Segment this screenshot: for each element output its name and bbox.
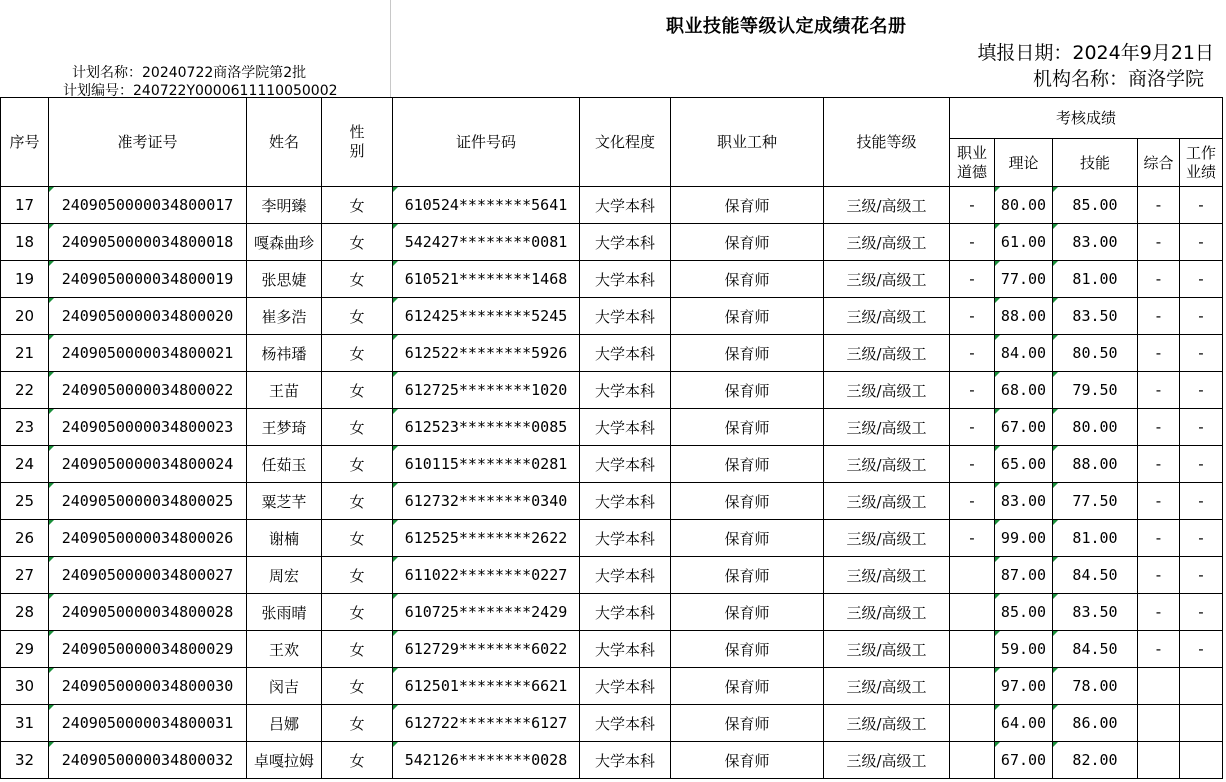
cell-theory[interactable]: 85.00	[995, 594, 1053, 631]
cell-education[interactable]: 大学本科	[580, 187, 671, 224]
cell-id[interactable]: 612725********1020	[393, 372, 580, 409]
cell-seq[interactable]: 21	[1, 335, 49, 372]
cell-ticket[interactable]: 2409050000034800018	[49, 224, 247, 261]
cell-occupation[interactable]: 保育师	[671, 483, 824, 520]
cell-id[interactable]: 612522********5926	[393, 335, 580, 372]
cell-level[interactable]: 三级/高级工	[824, 409, 950, 446]
cell-seq[interactable]: 17	[1, 187, 49, 224]
cell-skill[interactable]: 86.00	[1053, 705, 1138, 742]
org-name: 机构名称：商洛学院	[1032, 68, 1204, 90]
cell-ticket[interactable]: 2409050000034800022	[49, 372, 247, 409]
cell-ticket[interactable]: 2409050000034800030	[49, 668, 247, 705]
cell-work[interactable]: -	[1180, 557, 1223, 594]
score-table	[0, 97, 1223, 779]
cell-occupation[interactable]: 保育师	[671, 298, 824, 335]
cell-education[interactable]: 大学本科	[580, 335, 671, 372]
cell-work[interactable]: -	[1180, 298, 1223, 335]
cell-ethics[interactable]	[950, 557, 995, 594]
cell-gender[interactable]: 女	[322, 631, 393, 668]
cell-id[interactable]: 612722********6127	[393, 705, 580, 742]
cell-occupation[interactable]: 保育师	[671, 446, 824, 483]
cell-occupation[interactable]: 保育师	[671, 261, 824, 298]
col-name[interactable]: 姓名	[247, 98, 322, 187]
cell-id[interactable]: 612729********6022	[393, 631, 580, 668]
cell-ticket[interactable]: 2409050000034800032	[49, 742, 247, 779]
cell-theory[interactable]: 97.00	[995, 668, 1053, 705]
cell-occupation[interactable]: 保育师	[671, 372, 824, 409]
cell-education[interactable]: 大学本科	[580, 409, 671, 446]
cell-level[interactable]: 三级/高级工	[824, 483, 950, 520]
col-gender-label: 性别	[349, 123, 365, 160]
cell-gender[interactable]: 女	[322, 594, 393, 631]
cell-name[interactable]: 周宏	[247, 557, 322, 594]
table-row	[1, 742, 1223, 779]
col-skill[interactable]: 技能	[1053, 139, 1138, 187]
cell-work[interactable]: -	[1180, 335, 1223, 372]
col-seq[interactable]: 序号	[1, 98, 49, 187]
col-ticket[interactable]: 准考证号	[49, 98, 247, 187]
cell-seq[interactable]: 19	[1, 261, 49, 298]
cell-level[interactable]: 三级/高级工	[824, 742, 950, 779]
cell-id[interactable]: 612501********6621	[393, 668, 580, 705]
cell-ethics[interactable]: -	[950, 409, 995, 446]
cell-ethics[interactable]	[950, 668, 995, 705]
cell-overall[interactable]: -	[1138, 298, 1180, 335]
cell-seq[interactable]: 28	[1, 594, 49, 631]
cell-level[interactable]: 三级/高级工	[824, 261, 950, 298]
table-row	[1, 483, 1223, 520]
cell-name[interactable]: 吕娜	[247, 705, 322, 742]
cell-level[interactable]: 三级/高级工	[824, 631, 950, 668]
col-ethics[interactable]	[950, 139, 995, 187]
cell-seq[interactable]: 22	[1, 372, 49, 409]
cell-overall[interactable]: -	[1138, 187, 1180, 224]
cell-work[interactable]: -	[1180, 446, 1223, 483]
cell-overall[interactable]	[1138, 705, 1180, 742]
cell-ticket[interactable]: 2409050000034800026	[49, 520, 247, 557]
cell-seq[interactable]: 20	[1, 298, 49, 335]
cell-skill[interactable]: 81.00	[1053, 261, 1138, 298]
cell-name[interactable]: 嘎森曲珍	[247, 224, 322, 261]
cell-ticket[interactable]: 2409050000034800025	[49, 483, 247, 520]
cell-education[interactable]: 大学本科	[580, 668, 671, 705]
cell-ethics[interactable]	[950, 705, 995, 742]
cell-seq[interactable]: 23	[1, 409, 49, 446]
cell-gender[interactable]: 女	[322, 557, 393, 594]
cell-theory[interactable]: 67.00	[995, 409, 1053, 446]
cell-occupation[interactable]: 保育师	[671, 520, 824, 557]
cell-ticket[interactable]: 2409050000034800029	[49, 631, 247, 668]
col-scores-group[interactable]: 考核成绩	[950, 98, 1223, 139]
cell-ethics[interactable]	[950, 594, 995, 631]
cell-ticket[interactable]: 2409050000034800019	[49, 261, 247, 298]
cell-name[interactable]: 王苗	[247, 372, 322, 409]
cell-theory[interactable]: 59.00	[995, 631, 1053, 668]
cell-gender[interactable]: 女	[322, 261, 393, 298]
cell-ethics[interactable]: -	[950, 372, 995, 409]
cell-work[interactable]	[1180, 668, 1223, 705]
cell-seq[interactable]: 30	[1, 668, 49, 705]
cell-level[interactable]: 三级/高级工	[824, 335, 950, 372]
table-row	[1, 298, 1223, 335]
cell-education[interactable]: 大学本科	[580, 557, 671, 594]
cell-seq[interactable]: 32	[1, 742, 49, 779]
cell-theory[interactable]: 88.00	[995, 298, 1053, 335]
cell-id[interactable]: 612425********5245	[393, 298, 580, 335]
col-work[interactable]	[1180, 139, 1223, 187]
cell-level[interactable]: 三级/高级工	[824, 705, 950, 742]
cell-work[interactable]: -	[1180, 483, 1223, 520]
cell-skill[interactable]: 79.50	[1053, 372, 1138, 409]
cell-education[interactable]: 大学本科	[580, 705, 671, 742]
cell-gender[interactable]: 女	[322, 668, 393, 705]
cell-level[interactable]: 三级/高级工	[824, 187, 950, 224]
cell-ethics[interactable]: -	[950, 261, 995, 298]
cell-skill[interactable]: 83.50	[1053, 298, 1138, 335]
cell-occupation[interactable]: 保育师	[671, 557, 824, 594]
col-education[interactable]: 文化程度	[580, 98, 671, 187]
cell-ethics[interactable]	[950, 742, 995, 779]
cell-theory[interactable]: 99.00	[995, 520, 1053, 557]
cell-theory[interactable]: 68.00	[995, 372, 1053, 409]
cell-ethics[interactable]	[950, 631, 995, 668]
cell-skill[interactable]: 80.50	[1053, 335, 1138, 372]
cell-id[interactable]: 610521********1468	[393, 261, 580, 298]
cell-occupation[interactable]: 保育师	[671, 631, 824, 668]
cell-gender[interactable]: 女	[322, 446, 393, 483]
cell-theory[interactable]: 83.00	[995, 483, 1053, 520]
cell-gender[interactable]: 女	[322, 224, 393, 261]
table-row	[1, 187, 1223, 224]
cell-theory[interactable]: 64.00	[995, 705, 1053, 742]
cell-level[interactable]: 三级/高级工	[824, 594, 950, 631]
cell-overall[interactable]: -	[1138, 446, 1180, 483]
cell-id[interactable]: 610115********0281	[393, 446, 580, 483]
cell-name[interactable]: 王梦琦	[247, 409, 322, 446]
cell-id[interactable]: 612523********0085	[393, 409, 580, 446]
cell-ticket[interactable]: 2409050000034800031	[49, 705, 247, 742]
cell-seq[interactable]: 31	[1, 705, 49, 742]
cell-education[interactable]: 大学本科	[580, 631, 671, 668]
cell-occupation[interactable]: 保育师	[671, 742, 824, 779]
table-row	[1, 520, 1223, 557]
cell-skill[interactable]: 85.00	[1053, 187, 1138, 224]
cell-overall[interactable]: -	[1138, 594, 1180, 631]
cell-work[interactable]: -	[1180, 409, 1223, 446]
cell-ethics[interactable]: -	[950, 298, 995, 335]
cell-ethics[interactable]: -	[950, 446, 995, 483]
cell-ethics[interactable]: -	[950, 335, 995, 372]
cell-occupation[interactable]: 保育师	[671, 594, 824, 631]
cell-work[interactable]: -	[1180, 631, 1223, 668]
cell-education[interactable]: 大学本科	[580, 372, 671, 409]
table-row	[1, 335, 1223, 372]
cell-seq[interactable]: 24	[1, 446, 49, 483]
col-gender[interactable]	[322, 98, 393, 187]
cell-occupation[interactable]: 保育师	[671, 187, 824, 224]
cell-education[interactable]: 大学本科	[580, 224, 671, 261]
cell-level[interactable]: 三级/高级工	[824, 446, 950, 483]
cell-skill[interactable]: 84.50	[1053, 557, 1138, 594]
cell-name[interactable]: 谢楠	[247, 520, 322, 557]
cell-occupation[interactable]: 保育师	[671, 409, 824, 446]
cell-education[interactable]: 大学本科	[580, 594, 671, 631]
cell-seq[interactable]: 27	[1, 557, 49, 594]
cell-ticket[interactable]: 2409050000034800027	[49, 557, 247, 594]
cell-level[interactable]: 三级/高级工	[824, 372, 950, 409]
plan-name: 计划名称：20240722商洛学院第2批	[72, 65, 307, 81]
plan-info-block	[0, 0, 391, 98]
cell-skill[interactable]: 81.00	[1053, 520, 1138, 557]
cell-work[interactable]	[1180, 742, 1223, 779]
cell-education[interactable]: 大学本科	[580, 742, 671, 779]
cell-skill[interactable]: 84.50	[1053, 631, 1138, 668]
cell-skill[interactable]: 82.00	[1053, 742, 1138, 779]
cell-overall[interactable]: -	[1138, 224, 1180, 261]
table-row	[1, 372, 1223, 409]
table-row	[1, 409, 1223, 446]
cell-name[interactable]: 王欢	[247, 631, 322, 668]
cell-theory[interactable]: 67.00	[995, 742, 1053, 779]
cell-theory[interactable]: 84.00	[995, 335, 1053, 372]
cell-gender[interactable]: 女	[322, 520, 393, 557]
cell-work[interactable]: -	[1180, 594, 1223, 631]
table-row	[1, 668, 1223, 705]
cell-name[interactable]: 粟芝芊	[247, 483, 322, 520]
col-occupation[interactable]: 职业工种	[671, 98, 824, 187]
cell-gender[interactable]: 女	[322, 372, 393, 409]
cell-work[interactable]: -	[1180, 187, 1223, 224]
cell-skill[interactable]: 78.00	[1053, 668, 1138, 705]
cell-overall[interactable]: -	[1138, 483, 1180, 520]
cell-level[interactable]: 三级/高级工	[824, 557, 950, 594]
cell-id[interactable]: 542427********0081	[393, 224, 580, 261]
cell-theory[interactable]: 65.00	[995, 446, 1053, 483]
cell-overall[interactable]: -	[1138, 335, 1180, 372]
cell-name[interactable]: 李明臻	[247, 187, 322, 224]
cell-ethics[interactable]: -	[950, 483, 995, 520]
cell-skill[interactable]: 83.00	[1053, 224, 1138, 261]
cell-name[interactable]: 崔多浩	[247, 298, 322, 335]
cell-education[interactable]: 大学本科	[580, 483, 671, 520]
cell-skill[interactable]: 83.50	[1053, 594, 1138, 631]
cell-id[interactable]: 612525********2622	[393, 520, 580, 557]
cell-skill[interactable]: 88.00	[1053, 446, 1138, 483]
cell-education[interactable]: 大学本科	[580, 520, 671, 557]
cell-ticket[interactable]: 2409050000034800020	[49, 298, 247, 335]
cell-ethics[interactable]: -	[950, 187, 995, 224]
page-title: 职业技能等级认定成绩花名册	[666, 16, 907, 37]
cell-ticket[interactable]: 2409050000034800021	[49, 335, 247, 372]
cell-education[interactable]: 大学本科	[580, 261, 671, 298]
cell-ticket[interactable]: 2409050000034800017	[49, 187, 247, 224]
cell-level[interactable]: 三级/高级工	[824, 224, 950, 261]
cell-overall[interactable]: -	[1138, 557, 1180, 594]
cell-gender[interactable]: 女	[322, 705, 393, 742]
col-ethics-label: 职业道德	[956, 143, 987, 181]
cell-ethics[interactable]: -	[950, 224, 995, 261]
cell-level[interactable]: 三级/高级工	[824, 520, 950, 557]
cell-overall[interactable]: -	[1138, 372, 1180, 409]
cell-seq[interactable]: 18	[1, 224, 49, 261]
cell-level[interactable]: 三级/高级工	[824, 668, 950, 705]
cell-name[interactable]: 杨祎璠	[247, 335, 322, 372]
cell-overall[interactable]: -	[1138, 261, 1180, 298]
report-date: 填报日期：2024年9月21日	[977, 42, 1214, 64]
cell-occupation[interactable]: 保育师	[671, 668, 824, 705]
cell-id[interactable]: 610725********2429	[393, 594, 580, 631]
cell-theory[interactable]: 61.00	[995, 224, 1053, 261]
cell-seq[interactable]: 26	[1, 520, 49, 557]
cell-overall[interactable]: -	[1138, 520, 1180, 557]
cell-gender[interactable]: 女	[322, 335, 393, 372]
cell-id[interactable]: 542126********0028	[393, 742, 580, 779]
cell-id[interactable]: 612732********0340	[393, 483, 580, 520]
col-overall[interactable]: 综合	[1138, 139, 1180, 187]
cell-gender[interactable]: 女	[322, 409, 393, 446]
cell-occupation[interactable]: 保育师	[671, 224, 824, 261]
cell-overall[interactable]: -	[1138, 409, 1180, 446]
cell-gender[interactable]: 女	[322, 483, 393, 520]
cell-overall[interactable]	[1138, 742, 1180, 779]
col-level[interactable]: 技能等级	[824, 98, 950, 187]
cell-theory[interactable]: 87.00	[995, 557, 1053, 594]
cell-ticket[interactable]: 2409050000034800023	[49, 409, 247, 446]
cell-name[interactable]: 闵吉	[247, 668, 322, 705]
cell-work[interactable]: -	[1180, 261, 1223, 298]
table-row	[1, 557, 1223, 594]
table-row	[1, 705, 1223, 742]
cell-name[interactable]: 卓嘎拉姆	[247, 742, 322, 779]
cell-id[interactable]: 611022********0227	[393, 557, 580, 594]
cell-id[interactable]: 610524********5641	[393, 187, 580, 224]
cell-skill[interactable]: 80.00	[1053, 409, 1138, 446]
cell-gender[interactable]: 女	[322, 187, 393, 224]
table-row	[1, 261, 1223, 298]
cell-seq[interactable]: 25	[1, 483, 49, 520]
cell-theory[interactable]: 80.00	[995, 187, 1053, 224]
col-work-label: 工作业绩	[1185, 143, 1216, 181]
cell-work[interactable]: -	[1180, 224, 1223, 261]
cell-ethics[interactable]: -	[950, 520, 995, 557]
cell-work[interactable]	[1180, 705, 1223, 742]
cell-ticket[interactable]: 2409050000034800028	[49, 594, 247, 631]
col-id[interactable]: 证件号码	[393, 98, 580, 187]
cell-ticket[interactable]: 2409050000034800024	[49, 446, 247, 483]
cell-gender[interactable]: 女	[322, 742, 393, 779]
cell-occupation[interactable]: 保育师	[671, 335, 824, 372]
cell-education[interactable]: 大学本科	[580, 446, 671, 483]
cell-name[interactable]: 张思婕	[247, 261, 322, 298]
cell-theory[interactable]: 77.00	[995, 261, 1053, 298]
cell-skill[interactable]: 77.50	[1053, 483, 1138, 520]
cell-name[interactable]: 任茹玉	[247, 446, 322, 483]
plan-code: 计划编号：240722Y0000611110050002	[63, 83, 338, 99]
cell-overall[interactable]	[1138, 668, 1180, 705]
cell-overall[interactable]: -	[1138, 631, 1180, 668]
cell-work[interactable]: -	[1180, 372, 1223, 409]
cell-level[interactable]: 三级/高级工	[824, 298, 950, 335]
cell-work[interactable]: -	[1180, 520, 1223, 557]
table-row	[1, 446, 1223, 483]
table-row	[1, 631, 1223, 668]
col-theory[interactable]: 理论	[995, 139, 1053, 187]
cell-seq[interactable]: 29	[1, 631, 49, 668]
table-row	[1, 594, 1223, 631]
cell-education[interactable]: 大学本科	[580, 298, 671, 335]
cell-occupation[interactable]: 保育师	[671, 705, 824, 742]
table-body	[1, 187, 1223, 779]
table-row	[1, 224, 1223, 261]
cell-name[interactable]: 张雨晴	[247, 594, 322, 631]
cell-gender[interactable]: 女	[322, 298, 393, 335]
